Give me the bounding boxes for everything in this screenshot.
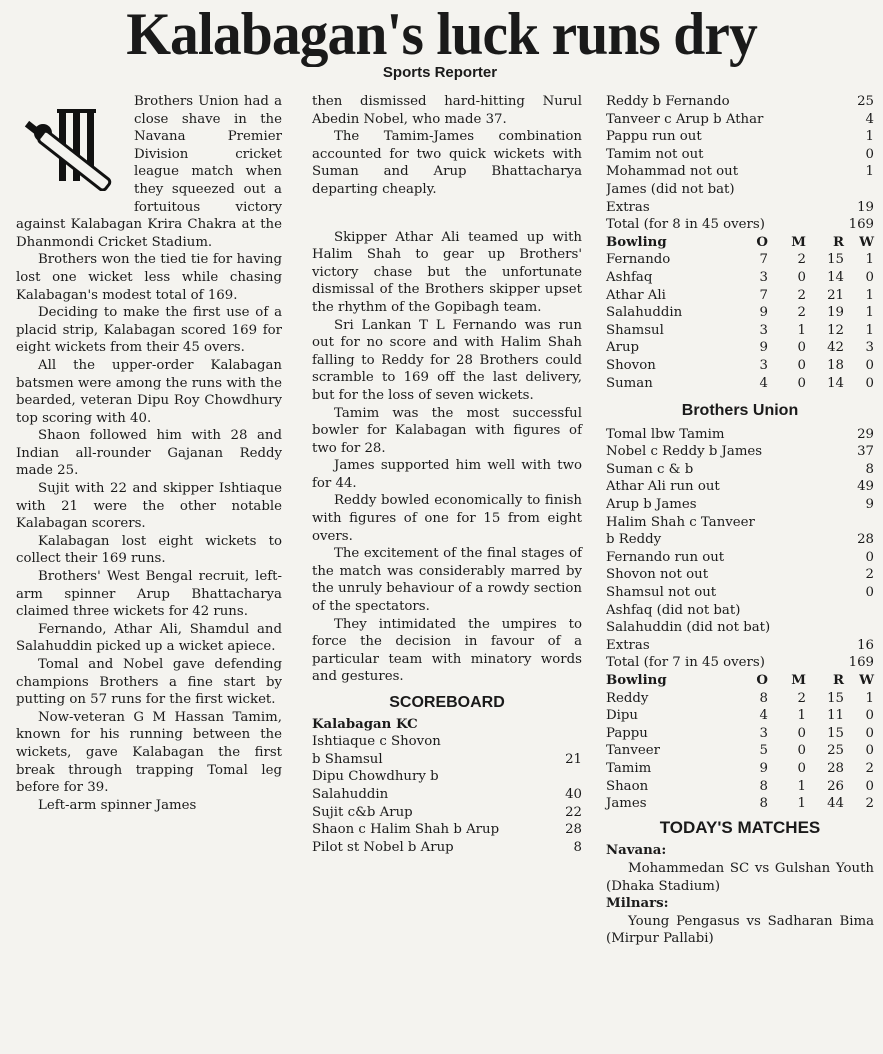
- bowling-figure: 2: [865, 760, 874, 776]
- bowler-name: Shovon: [606, 357, 656, 373]
- bowling-figure: 8: [759, 796, 768, 812]
- article-lead: Brothers Union had a close shave in the Navana Premier Division cricket league match when they squeezed out a fortuitous victory against Kalabagan Krira Chakra at the Dhanmondi Cricket Stadium.: [16, 94, 282, 250]
- byline: Sports Reporter: [382, 64, 498, 81]
- bowling-figure: 0: [797, 760, 806, 776]
- bowling-figure: 3: [759, 322, 768, 338]
- league-label: Navana:: [606, 843, 667, 859]
- batsman-entry: Reddy b Fernando: [606, 94, 730, 109]
- bowling-figure: 15: [827, 690, 844, 706]
- article-paragraph: Tomal and Nobel gave defending champions Brothers a fine start by putting on 57 runs for the first wicket.: [16, 657, 282, 708]
- bowling-figure: 44: [827, 796, 844, 812]
- runs-value: [846, 181, 874, 199]
- bowler-name: Dipu: [606, 708, 638, 724]
- batting-row: [312, 786, 582, 804]
- batting-row: [606, 199, 874, 217]
- article-paragraph: Fernando, Athar Ali, Shamdul and Salahuddin picked up a wicket apiece.: [16, 621, 282, 655]
- article-paragraph: Tamim was the most successful bowler for Kalabagan with figures of two for 28.: [312, 405, 582, 456]
- bowling-figure: 0: [797, 269, 806, 285]
- bowler-name: Fernando: [606, 252, 671, 268]
- article-paragraph: Sujit with 22 and skipper Ishtiaque with 21 were the other notable Kalabagan scorers.: [16, 481, 282, 532]
- bowling-figure: 14: [827, 269, 844, 285]
- runs-value: 9: [865, 497, 874, 513]
- runs-value: 169: [848, 217, 874, 233]
- batting-row: [606, 461, 874, 479]
- batting-row: [606, 163, 874, 181]
- batsman-entry: Ishtiaque c Shovon: [312, 734, 441, 750]
- bowling-figure: 9: [759, 305, 768, 321]
- batting-list: [606, 93, 874, 234]
- bowling-figure: 15: [827, 252, 844, 268]
- batting-row: [606, 637, 874, 655]
- bowling-figure: 3: [759, 357, 768, 373]
- bowling-row: [606, 725, 874, 743]
- batting-row: [606, 654, 874, 672]
- bowling-figure: 15: [827, 725, 844, 741]
- runs-value: 49: [857, 479, 874, 495]
- runs-value: 0: [865, 549, 874, 565]
- bowling-figure: 0: [797, 743, 806, 759]
- bowling-figure: 7: [759, 252, 768, 268]
- bowling-figure: 1: [797, 708, 806, 724]
- bowling-row: [606, 269, 874, 287]
- runs-value: 28: [565, 822, 582, 838]
- team-name: Kalabagan KC: [312, 716, 418, 732]
- bowling-figure: 2: [797, 287, 806, 303]
- batting-row: [606, 216, 874, 234]
- batting-row: [606, 584, 874, 602]
- runs-value: 0: [865, 585, 874, 601]
- batting-row: [606, 146, 874, 164]
- batsman-entry: Total (for 8 in 45 overs): [606, 217, 765, 233]
- batting-list: [606, 426, 874, 672]
- bowling-figure: 0: [797, 357, 806, 373]
- batsman-entry: Pilot st Nobel b Arup: [312, 839, 454, 855]
- batting-row: [606, 549, 874, 567]
- batsman-entry: Shamsul not out: [606, 585, 717, 601]
- bowling-figure: 1: [797, 322, 806, 338]
- bowling-row: [606, 251, 874, 269]
- batsman-entry: Pappu run out: [606, 129, 702, 145]
- bowler-name: Tamim: [606, 760, 652, 776]
- bowling-row: [606, 322, 874, 340]
- batting-list: [312, 733, 582, 856]
- batsman-entry: Extras: [606, 199, 650, 215]
- batsman-entry: Halim Shah c Tanveer: [606, 514, 755, 530]
- batting-row: [606, 531, 874, 549]
- bowling-figure: 9: [759, 760, 768, 776]
- runs-value: 22: [565, 804, 582, 820]
- bowling-figure: 9: [759, 340, 768, 356]
- bowling-figure: 19: [827, 305, 844, 321]
- bowler-name: Shamsul: [606, 322, 664, 338]
- bowling-figure: 0: [865, 778, 874, 794]
- runs-value: 25: [857, 94, 874, 109]
- runs-value: 169: [848, 655, 874, 671]
- bowling-header: Bowling O M R W: [606, 673, 874, 688]
- bowler-name: Shaon: [606, 778, 649, 794]
- batting-row: [312, 821, 582, 839]
- runs-value: 8: [865, 461, 874, 477]
- runs-value: 16: [857, 637, 874, 653]
- batting-row: [606, 478, 874, 496]
- article-paragraph: The excitement of the final stages of the match was considerably marred by the unruly behaviour of a rowdy section of the spectators.: [312, 546, 582, 615]
- bowling-figure: 1: [865, 322, 874, 338]
- bowling-figure: 3: [759, 269, 768, 285]
- bowling-header: Bowling O M R W: [606, 234, 874, 250]
- bowling-figure: 0: [865, 269, 874, 285]
- bowling-figure: 0: [865, 708, 874, 724]
- batting-row: [606, 566, 874, 584]
- bowler-name: Salahuddin: [606, 305, 683, 321]
- batting-row: [606, 496, 874, 514]
- bowling-figure: 7: [759, 287, 768, 303]
- article-paragraph: James supported him well with two for 44.: [312, 458, 582, 491]
- bowler-name: Tanveer: [606, 743, 660, 759]
- bowling-list: [606, 251, 874, 392]
- bowling-figure: 1: [865, 305, 874, 321]
- batting-row: [312, 733, 582, 751]
- bowling-figure: 0: [797, 725, 806, 741]
- runs-value: [846, 602, 874, 620]
- cricket-logo-icon: [16, 93, 126, 197]
- batting-row: [606, 602, 874, 620]
- batsman-entry: Salahuddin (did not bat): [606, 620, 771, 636]
- bowling-row: [606, 690, 874, 708]
- article-paragraph: Brothers' West Bengal recruit, left-arm spinner Arup Bhattacharya claimed three wickets for 42 runs.: [16, 569, 282, 620]
- runs-value: 29: [857, 426, 874, 442]
- batsman-entry: Tanveer c Arup b Athar: [606, 111, 764, 127]
- bowling-figure: 3: [759, 725, 768, 741]
- batsman-entry: Nobel c Reddy b James: [606, 444, 763, 460]
- bowling-figure: 3: [865, 340, 874, 356]
- runs-value: 37: [857, 444, 874, 460]
- bowling-figure: 1: [797, 796, 806, 812]
- bowling-figure: 8: [759, 778, 768, 794]
- bowling-figure: 25: [827, 743, 844, 759]
- bowling-figure: 26: [827, 778, 844, 794]
- bowling-figure: 0: [797, 340, 806, 356]
- batting-row: [606, 93, 874, 111]
- bowling-figure: 5: [759, 743, 768, 759]
- batting-row: [312, 804, 582, 822]
- bowling-figure: 18: [827, 357, 844, 373]
- bowling-figure: 0: [865, 743, 874, 759]
- article-paragraph: then dismissed hard-hitting Nurul Abedin Nobel, who made 37.: [312, 94, 582, 127]
- bowling-figure: 21: [827, 287, 844, 303]
- bowling-figure: 1: [865, 287, 874, 303]
- bowling-row: [606, 375, 874, 393]
- runs-value: 2: [865, 567, 874, 583]
- batting-row: [606, 128, 874, 146]
- article-paragraph: Skipper Athar Ali teamed up with Halim Shah to gear up Brothers' victory chase but the unfortunate dismissal of the Brothers skipper upset the rhythm of the Gopibagh team.: [312, 229, 582, 315]
- runs-value: 1: [865, 164, 874, 180]
- bowling-row: [606, 287, 874, 305]
- bowler-name: Ashfaq: [606, 269, 653, 285]
- bowling-figure: 12: [827, 322, 844, 338]
- bowler-name: Athar Ali: [606, 287, 666, 303]
- runs-value: 1: [865, 129, 874, 145]
- runs-value: [846, 514, 874, 532]
- bowling-row: [606, 304, 874, 322]
- batting-row: [312, 839, 582, 857]
- todays-matches-title: TODAY'S MATCHES: [659, 817, 821, 837]
- bowling-row: [606, 707, 874, 725]
- batsman-entry: Tamim not out: [606, 146, 704, 162]
- article-paragraph: All the upper-order Kalabagan batsmen were among the runs with the bearded, veteran Dipu Roy Chowdhury top scoring with 40.: [16, 357, 282, 426]
- article-column-3: [606, 93, 874, 948]
- bowling-figure: 1: [797, 778, 806, 794]
- bowler-name: Reddy: [606, 690, 649, 706]
- runs-value: [554, 768, 582, 786]
- bowling-row: [606, 778, 874, 796]
- bowling-figure: 8: [759, 690, 768, 706]
- bowling-figure: 28: [827, 760, 844, 776]
- article-paragraph: The Tamim-James combination accounted for two quick wickets with Suman and Arup Bhattacharya departing cheaply.: [312, 129, 582, 197]
- bowling-row: [606, 339, 874, 357]
- bowler-name: Suman: [606, 375, 653, 391]
- runs-value: 28: [857, 532, 874, 548]
- bowling-list: [606, 690, 874, 813]
- batting-row: [606, 514, 874, 532]
- bowling-figure: 0: [865, 375, 874, 391]
- batsman-entry: Shovon not out: [606, 567, 709, 583]
- bowling-figure: 42: [827, 340, 844, 356]
- batsman-entry: Suman c & b: [606, 461, 694, 477]
- runs-value: 19: [857, 199, 874, 215]
- batting-row: [606, 111, 874, 129]
- batsman-entry: Sujit c&b Arup: [312, 804, 413, 820]
- batsman-entry: Extras: [606, 637, 650, 653]
- runs-value: 8: [573, 839, 582, 855]
- batsman-entry: Arup b James: [606, 497, 697, 513]
- batsman-entry: Dipu Chowdhury b: [312, 769, 439, 785]
- bowling-row: [606, 795, 874, 813]
- batsman-entry: Fernando run out: [606, 549, 725, 565]
- bowling-figure: 1: [865, 690, 874, 706]
- bowling-figure: 14: [827, 375, 844, 391]
- article-paragraph: Left-arm spinner James: [38, 797, 197, 813]
- article-column-1: [16, 93, 282, 814]
- runs-value: 21: [565, 751, 582, 767]
- batsman-entry: James (did not bat): [606, 181, 735, 197]
- bowling-figure: 1: [865, 252, 874, 268]
- bowling-row: [606, 742, 874, 760]
- scoreboard-title: SCOREBOARD: [389, 694, 505, 711]
- batting-row: [606, 181, 874, 199]
- article-paragraph: Brothers won the tied tie for having lost one wicket less while chasing Kalabagan's modest total of 169.: [16, 252, 282, 303]
- bowling-figure: 0: [865, 357, 874, 373]
- batting-row: [606, 443, 874, 461]
- bowler-name: Arup: [606, 340, 640, 356]
- bowling-figure: 11: [827, 708, 844, 724]
- bowling-row: [606, 357, 874, 375]
- bowling-figure: 2: [797, 252, 806, 268]
- batsman-entry: Tomal lbw Tamim: [606, 426, 725, 442]
- article-paragraph: Deciding to make the first use of a placid strip, Kalabagan scored 169 for eight wickets from their 45 overs.: [16, 305, 282, 356]
- bowling-figure: 2: [865, 796, 874, 812]
- bowling-figure: 0: [797, 375, 806, 391]
- bowling-figure: 4: [759, 375, 768, 391]
- bowler-name: Pappu: [606, 725, 648, 741]
- batsman-entry: Mohammad not out: [606, 164, 739, 180]
- bowling-figure: 2: [797, 305, 806, 321]
- bowling-figure: 0: [865, 725, 874, 741]
- batting-row: [606, 619, 874, 637]
- fixture: Young Pengasus vs Sadharan Bima (Mirpur Pallabi): [606, 913, 874, 947]
- batsman-entry: Ashfaq (did not bat): [606, 602, 741, 618]
- article-column-2: [312, 93, 582, 856]
- article-paragraph: Shaon followed him with 28 and Indian all-rounder Gajanan Reddy made 25.: [16, 428, 282, 479]
- batting-row: [312, 768, 582, 786]
- league-label: Milnars:: [606, 896, 669, 912]
- batsman-entry: b Reddy: [606, 532, 662, 548]
- bowler-name: James: [606, 796, 647, 812]
- article-paragraph: Reddy bowled economically to finish with figures of one for 15 from eight overs.: [312, 493, 582, 544]
- batsman-entry: Salahuddin: [312, 786, 389, 802]
- article-paragraph: Kalabagan lost eight wickets to collect their 169 runs.: [16, 533, 282, 567]
- article-paragraph: Now-veteran G M Hassan Tamim, known for his running between the wickets, gave Kalabagan the first break through trapping Tomal leg before for 39.: [16, 709, 282, 796]
- bowling-figure: 2: [797, 690, 806, 706]
- batsman-entry: Total (for 7 in 45 overs): [606, 655, 765, 671]
- batsman-entry: Athar Ali run out: [606, 479, 720, 495]
- team-name: Brothers Union: [681, 402, 799, 420]
- bowling-row: [606, 760, 874, 778]
- fixture: Mohammedan SC vs Gulshan Youth (Dhaka Stadium): [606, 860, 874, 894]
- batsman-entry: Shaon c Halim Shah b Arup: [312, 822, 500, 838]
- runs-value: 0: [865, 146, 874, 162]
- runs-value: 40: [565, 786, 582, 802]
- runs-value: [554, 733, 582, 751]
- batting-row: [312, 751, 582, 769]
- runs-value: 4: [865, 111, 874, 127]
- batsman-entry: b Shamsul: [312, 751, 383, 767]
- article-paragraph: Sri Lankan T L Fernando was run out for no score and with Halim Shah falling to Reddy for 28 Brothers could scramble to 169 off the last delivery, but for the loss of seven wickets.: [312, 317, 582, 403]
- runs-value: [846, 619, 874, 637]
- batting-row: [606, 426, 874, 444]
- headline: Kalabagan's luck runs dry: [126, 1, 757, 67]
- bowling-figure: 4: [759, 708, 768, 724]
- article-paragraph: They intimidated the umpires to force the decision in favour of a particular team with minatory words and gestures.: [312, 616, 582, 685]
